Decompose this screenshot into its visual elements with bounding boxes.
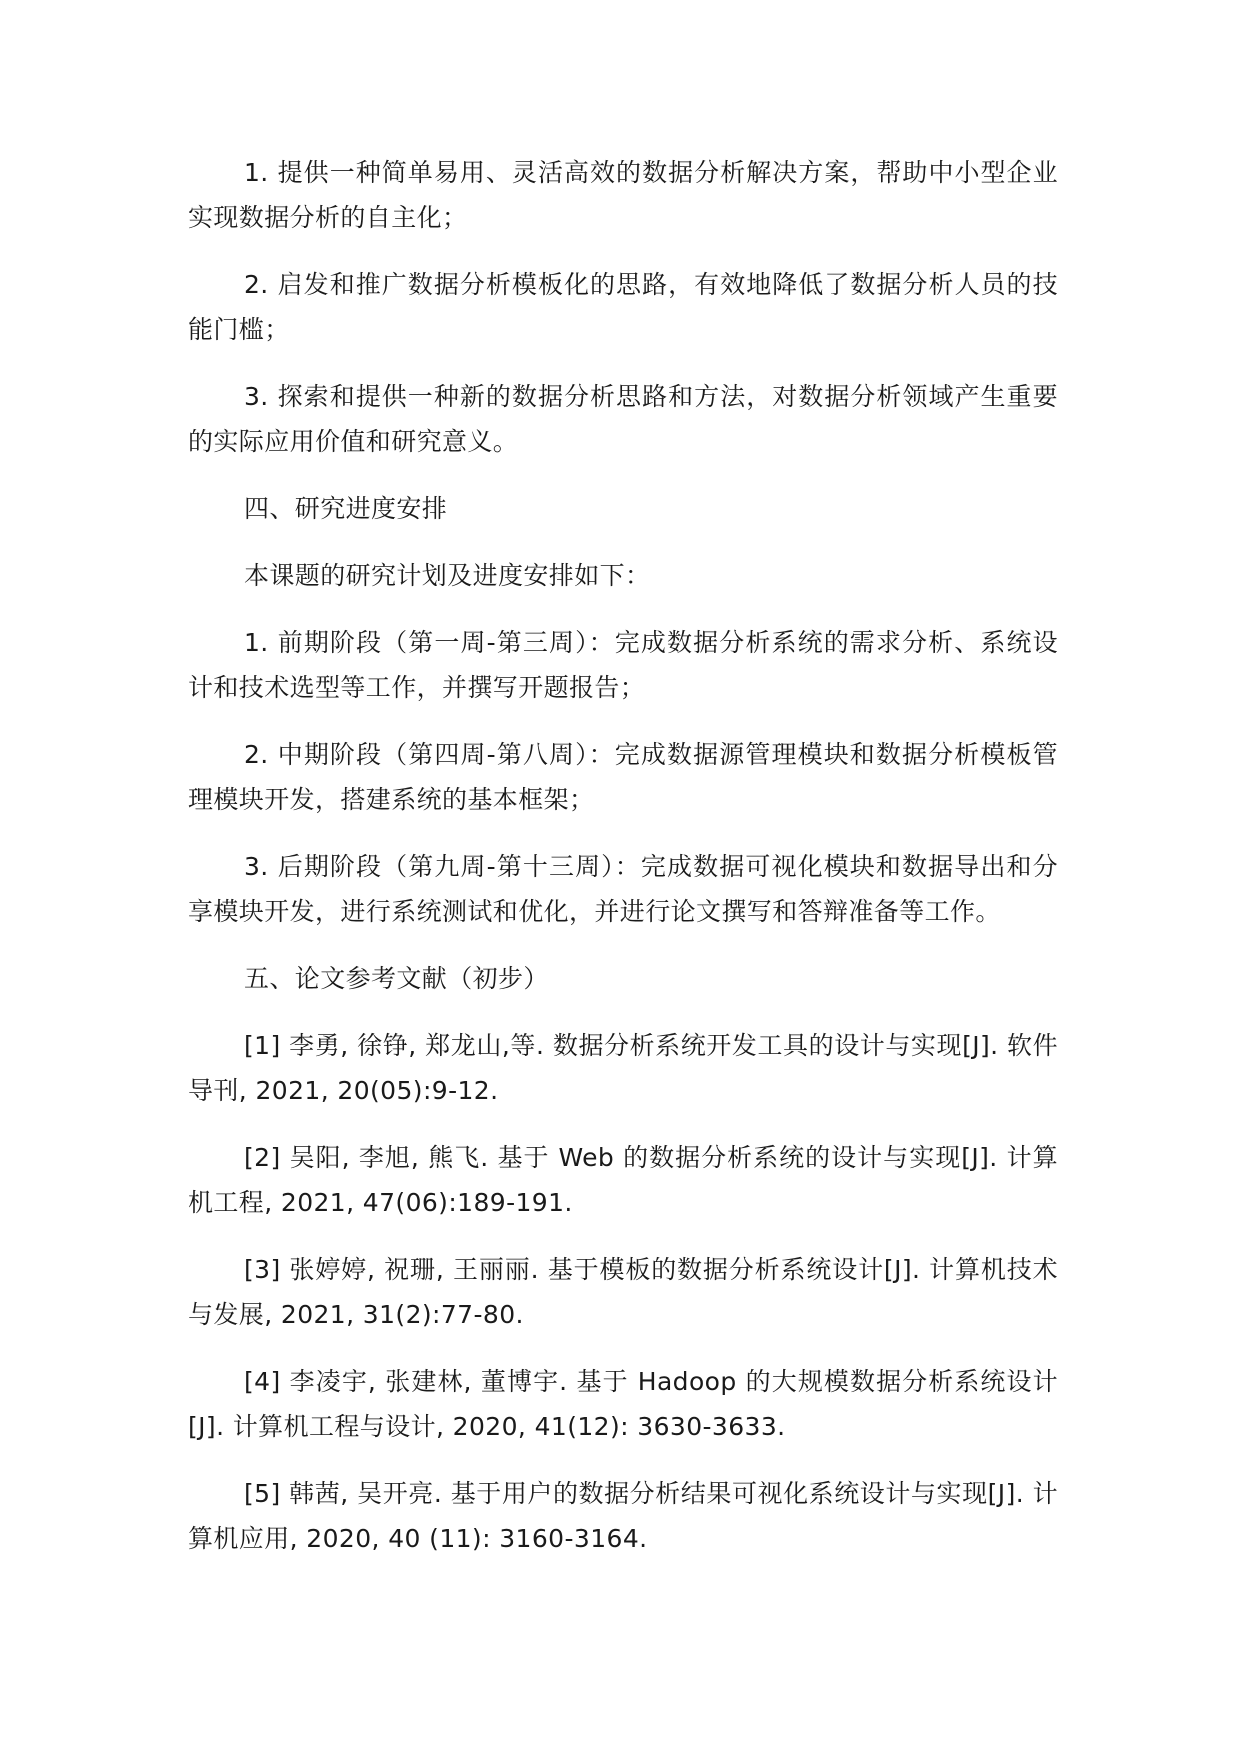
document-body [188,150,1058,1583]
goal-item-2: 2. 启发和推广数据分析模板化的思路，有效地降低了数据分析人员的技能门槛； [188,270,1058,344]
reference-item-5: [5] 韩茜, 吴开亮. 基于用户的数据分析结果可视化系统设计与实现[J]. 计算机应用, 2020, 40 (11): 3160-3164. [188,1479,1058,1553]
schedule-item-3: 3. 后期阶段（第九周-第十三周）：完成数据可视化模块和数据导出和分享模块开发，进行系统测试和优化，并进行论文撰写和答辩准备等工作。 [188,852,1058,926]
goal-item-1: 1. 提供一种简单易用、灵活高效的数据分析解决方案，帮助中小型企业实现数据分析的自主化； [188,158,1058,232]
schedule-item-2: 2. 中期阶段（第四周-第八周）：完成数据源管理模块和数据分析模板管理模块开发，搭建系统的基本框架； [188,740,1058,814]
schedule-item-1: 1. 前期阶段（第一周-第三周）：完成数据分析系统的需求分析、系统设计和技术选型等工作，并撰写开题报告； [188,628,1058,702]
reference-item-1: [1] 李勇, 徐铮, 郑龙山,等. 数据分析系统开发工具的设计与实现[J]. 软件导刊, 2021, 20(05):9-12. [188,1031,1058,1105]
reference-item-2: [2] 吴阳, 李旭, 熊飞. 基于 Web 的数据分析系统的设计与实现[J]. 计算机工程, 2021, 47(06):189-191. [188,1143,1058,1217]
reference-item-4: [4] 李凌宇, 张建林, 董博宇. 基于 Hadoop 的大规模数据分析系统设计[J]. 计算机工程与设计, 2020, 41(12): 3630-3633. [188,1367,1058,1441]
schedule-intro: 本课题的研究计划及进度安排如下： [244,561,651,590]
section-heading-schedule: 四、研究进度安排 [244,494,448,523]
goal-item-3: 3. 探索和提供一种新的数据分析思路和方法，对数据分析领域产生重要的实际应用价值和研究意义。 [188,382,1058,456]
section-heading-references: 五、论文参考文献（初步） [244,964,549,993]
reference-item-3: [3] 张婷婷, 祝珊, 王丽丽. 基于模板的数据分析系统设计[J]. 计算机技术与发展, 2021, 31(2):77-80. [188,1255,1058,1329]
